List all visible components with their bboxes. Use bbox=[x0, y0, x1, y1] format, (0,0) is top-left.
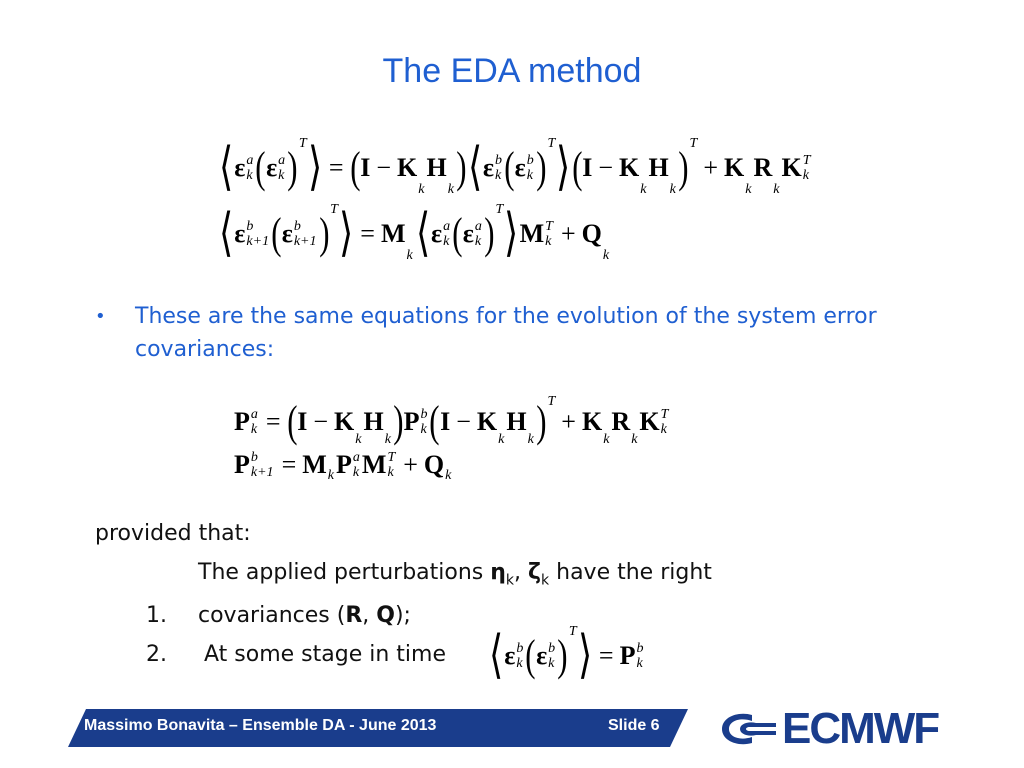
footer-text: Massimo Bonavita – Ensemble DA - June 2013 bbox=[84, 717, 437, 734]
ecmwf-swirl-icon bbox=[718, 709, 780, 749]
bullet-item bbox=[95, 300, 935, 366]
equation-background-error-covariance: ⟨ ε b k+1 ( ε b k+1 ) T ⟩ = M k ⟨ ε a k ( ε a k ) T ⟩ M T k + Q k bbox=[219, 202, 610, 263]
list-number: 2. bbox=[146, 642, 167, 667]
equation-background-covariance-p: P b k+1 = M k P a k M T k + Q k bbox=[234, 450, 452, 483]
slide-number: Slide 6 bbox=[608, 717, 660, 734]
list-item: 2. At some stage in time bbox=[146, 637, 446, 672]
list-item: 1.The applied perturbations $\eta_k$, $\zeta_k$ have the right covariances (R, Q); bbox=[146, 555, 712, 633]
equation-analysis-covariance-p: P a k = ( I − K k H k ) P b k ( I − K k H k ) T + K k R k K T k bbox=[234, 394, 669, 447]
slide-title: The EDA method bbox=[382, 52, 642, 90]
bullet-dot-icon: • bbox=[95, 306, 106, 327]
footer bbox=[0, 704, 1024, 753]
condition-label: provided that: bbox=[95, 521, 251, 546]
ecmwf-logo: ECMWF bbox=[718, 709, 958, 749]
bullet-text: These are the same equations for the evolution of the system error covariances: bbox=[135, 304, 877, 362]
equation-initial-condition: ⟨ ε b k ( ε b k ) T ⟩ = P b k bbox=[489, 624, 644, 684]
equation-analysis-error-covariance: ⟨ ε a k ( ε a k ) T ⟩ = ( I − K k H k ) ⟨ ε b k ( ε b k ) T ⟩ ( I − K k H k ) T + K k R k K T k bbox=[219, 136, 811, 197]
list-number: 1. bbox=[146, 603, 167, 629]
